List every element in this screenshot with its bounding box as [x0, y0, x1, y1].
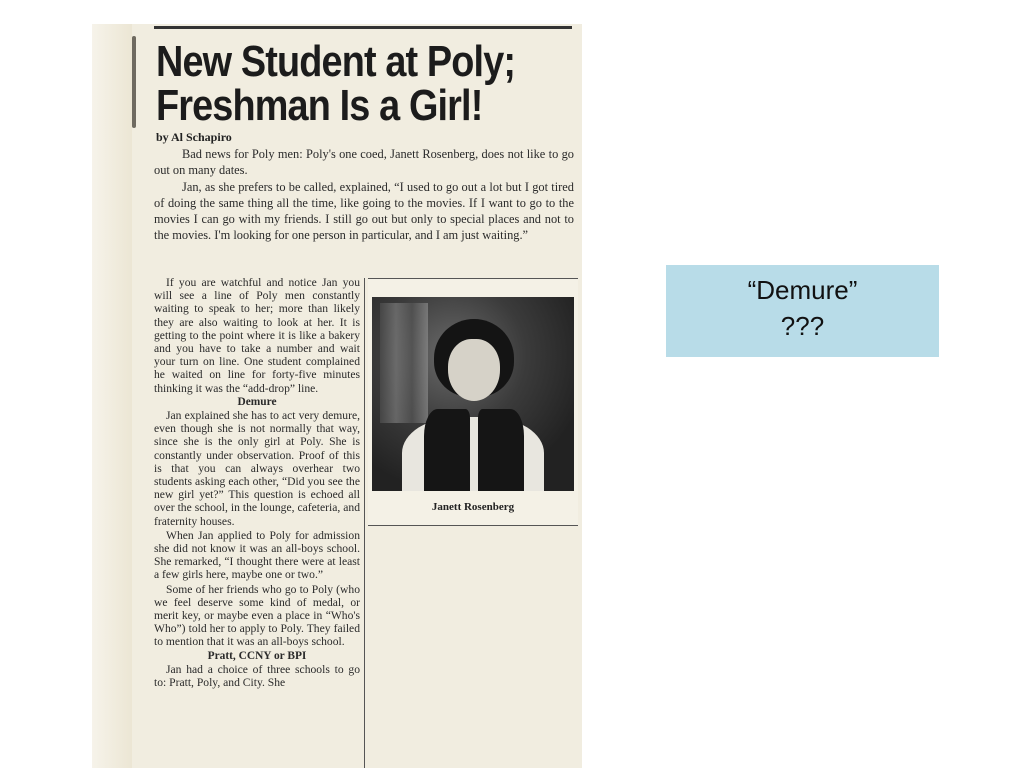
column-paragraph: When Jan applied to Poly for admission she did not know it was an all-boys school. She remarked, “I thought there were at least a few girls here, maybe one or two.” [154, 528, 360, 582]
photo-face [448, 339, 500, 401]
portrait-photo [372, 297, 574, 491]
subhead-demure: Demure [237, 395, 277, 408]
top-rule [154, 26, 572, 29]
photo-box [368, 278, 578, 526]
article-column [154, 276, 360, 690]
column-paragraph: If you are watchful and notice Jan you will see a line of Poly men constantly waiting to speak to her; more than likely they are also waiting to look at her. It is getting to the point where it is like a bakery and you have to take a number and wait your turn on line. One student complained he waited on line for forty-five minutes thinking it was the “add-drop” line. [154, 276, 360, 395]
photo-vest-left [424, 409, 470, 491]
demure-callout-box [666, 265, 939, 357]
clipping-margin [92, 24, 132, 768]
byline: by Al Schapiro [156, 130, 232, 144]
intro-paragraph: Bad news for Poly men: Poly's one coed, Janett Rosenberg, does not like to go out on many dates. [154, 147, 574, 178]
column-paragraph: Some of her friends who go to Poly (who we feel deserve some kind of medal, or merit key, or maybe even a place in “Who's Who”) told her to apply to Poly. They failed to mention that it was an all-boys school. [154, 582, 360, 649]
callout-line-1: “Demure” [747, 275, 858, 305]
column-divider [364, 278, 365, 768]
photo-vest-right [478, 409, 524, 491]
newspaper-clipping [92, 24, 582, 768]
photo-caption: Janett Rosenberg [431, 501, 515, 513]
fold-mark [132, 36, 136, 128]
headline-line-1: New Student at Poly; [156, 37, 516, 86]
callout-line-2: ??? [780, 311, 825, 341]
headline-line-2: Freshman Is a Girl! [156, 81, 483, 130]
intro-text [154, 146, 574, 244]
column-paragraph: Jan explained she has to act very demure, even though she is not normally that way, since she is the only girl at Poly. She is constantly under observation. Proof of this is that you can always overhear two students asking each other, “Did you see the new girl yet?” This question is echoed all over the school, in the lounge, cafeteria, and fraternity houses. [154, 409, 360, 528]
photo-background-curtain [380, 303, 428, 423]
headline [156, 37, 516, 130]
subhead-schools: Pratt, CCNY or BPI [207, 649, 307, 662]
intro-paragraph: Jan, as she prefers to be called, explained, “I used to go out a lot but I got tired of doing the same thing all the time, like going to the movies. If I want to go to the movies I can go with my friends. I still go out but only to special places and not to the movies. I'm looking for one person in particular, and I am just waiting.” [154, 179, 574, 243]
column-paragraph: Jan had a choice of three schools to go to: Pratt, Poly, and City. She [154, 662, 360, 690]
